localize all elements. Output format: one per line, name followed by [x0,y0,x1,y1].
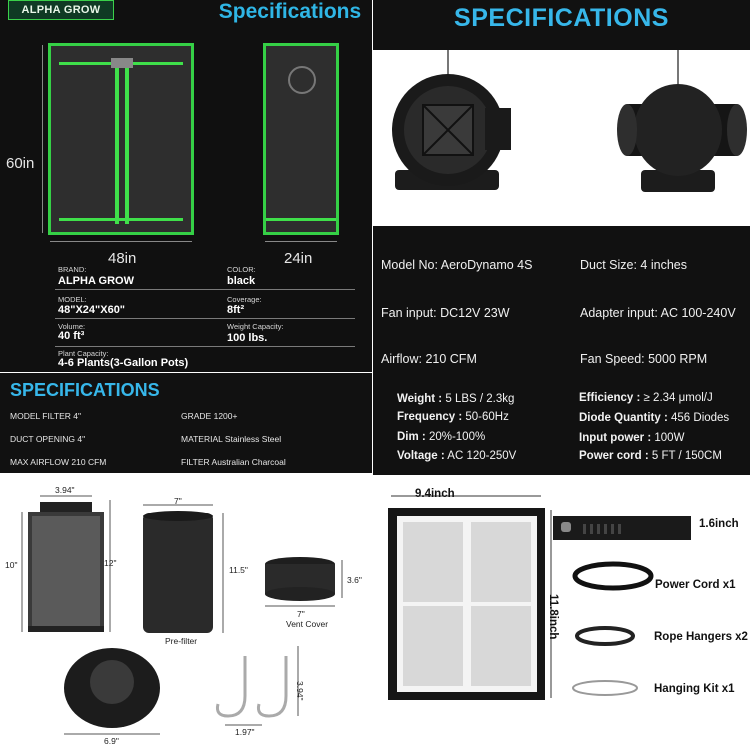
can-right-dim: 12" [104,558,117,568]
alpha-grow-logo [8,0,114,20]
light-weight-value: 5 LBS / 2.3kg [442,393,515,405]
light-frequency-value: 50-60Hz [462,411,509,423]
light-power-cord-label: Power cord : [579,450,649,462]
light-depth-dim: 1.6inch [699,518,739,530]
filter-max-airflow: MAX AIRFLOW 210 CFM [10,457,107,467]
flange-dim: 6.9" [104,736,119,746]
light-input-power-label: Input power : [579,432,652,444]
fan-image [373,50,750,226]
light-diode-label: Diode Quantity : [579,412,668,424]
can-left-dim: 10" [5,560,18,570]
logo-text: ALPHA GROW [21,4,101,16]
fan-airflow: Airflow: 210 CFM [381,352,477,366]
coverage-value: 8ft² [227,304,245,316]
coverage-label: Coverage: [227,295,262,304]
light-input-power-value: 100W [651,432,685,444]
rope-hangers-label: Rope Hangers x2 [654,631,748,643]
fan-input: Fan input: DC12V 23W [381,306,510,320]
filter-components-panel [0,476,372,750]
color-value: black [227,275,256,287]
volume-label: Volume: [58,322,86,331]
light-power-cord-value: 5 FT / 150CM [648,450,722,462]
volume-value: 40 ft³ [58,330,85,342]
tent-height-label: 60in [6,155,35,172]
light-voltage-label: Voltage : [397,450,445,462]
model-label: MODEL: [58,295,87,304]
light-weight-label: Weight : [397,393,443,405]
prefilter-label: Pre-filter [165,636,198,646]
filter-specs-title: SPECIFICATIONS [10,380,160,400]
vent-right-dim: 3.6" [347,575,362,585]
filter-material: MATERIAL Stainless Steel [181,434,282,444]
can-top-dim: 3.94" [55,485,75,495]
tent-front-image [48,43,194,235]
filter-model: MODEL FILTER 4" [10,411,82,421]
filter-specs-panel [0,373,372,473]
light-height-dim: 11.8inch [547,594,559,640]
weight-capacity-value: 100 lbs. [227,332,268,344]
prefilter-top-dim: 7" [174,496,182,506]
filter-components-illustration [0,476,372,750]
light-frequency-label: Frequency : [397,411,463,423]
led-light-panel [373,476,750,750]
hanging-kit-label: Hanging Kit x1 [654,683,735,695]
power-cord-label: Power Cord x1 [655,579,736,591]
light-efficiency-label: Efficiency : [579,392,641,404]
hook-bottom-dim: 1.97" [235,727,255,737]
weight-capacity-label: Weight Capacity: [227,322,284,331]
model-value: 48"X24"X60" [58,304,126,316]
prefilter-right-dim: 11.5" [229,565,248,575]
light-dim-value: 20%-100% [425,431,486,443]
fan-specs-title: SPECIFICATIONS [454,4,669,32]
brand-value: ALPHA GROW [58,275,134,287]
vent-bottom-dim: 7" [297,609,305,619]
vent-icon [288,66,316,94]
fan-model: Model No: AeroDynamo 4S [381,258,533,272]
light-specs-panel [373,375,750,475]
plant-capacity-value: 4-6 Plants(3-Gallon Pots) [58,357,189,369]
fan-duct-size: Duct Size: 4 inches [580,258,687,272]
fan-adapter-input: Adapter input: AC 100-240V [580,306,736,320]
tent-width-label: 48in [108,250,137,267]
tent-specs-title: Specifications [218,0,362,23]
light-voltage-value: AC 120-250V [444,450,517,462]
fan-speed: Fan Speed: 5000 RPM [580,352,708,366]
plant-capacity-label: Plant Capacity: [58,349,109,358]
filter-duct-opening: DUCT OPENING 4" [10,434,86,444]
tent-side-image [263,43,339,235]
light-diode-value: 456 Diodes [667,412,730,424]
tent-panel [0,0,372,372]
filter-grade: GRADE 1200+ [181,411,238,421]
light-efficiency-value: ≥ 2.34 μmol/J [640,392,713,404]
brand-label: BRAND: [58,265,87,274]
light-dim-label: Dim : [397,431,426,443]
hook-side-dim: 3.94" [295,681,305,701]
filter-charcoal: FILTER Australian Charcoal [181,457,286,467]
color-label: COLOR: [227,265,256,274]
vent-cover-label: Vent Cover [286,619,329,629]
led-light-illustration [373,476,750,750]
fan-panel [373,0,750,375]
light-width-dim: 9.4inch [415,488,455,500]
tent-depth-label: 24in [284,250,313,267]
